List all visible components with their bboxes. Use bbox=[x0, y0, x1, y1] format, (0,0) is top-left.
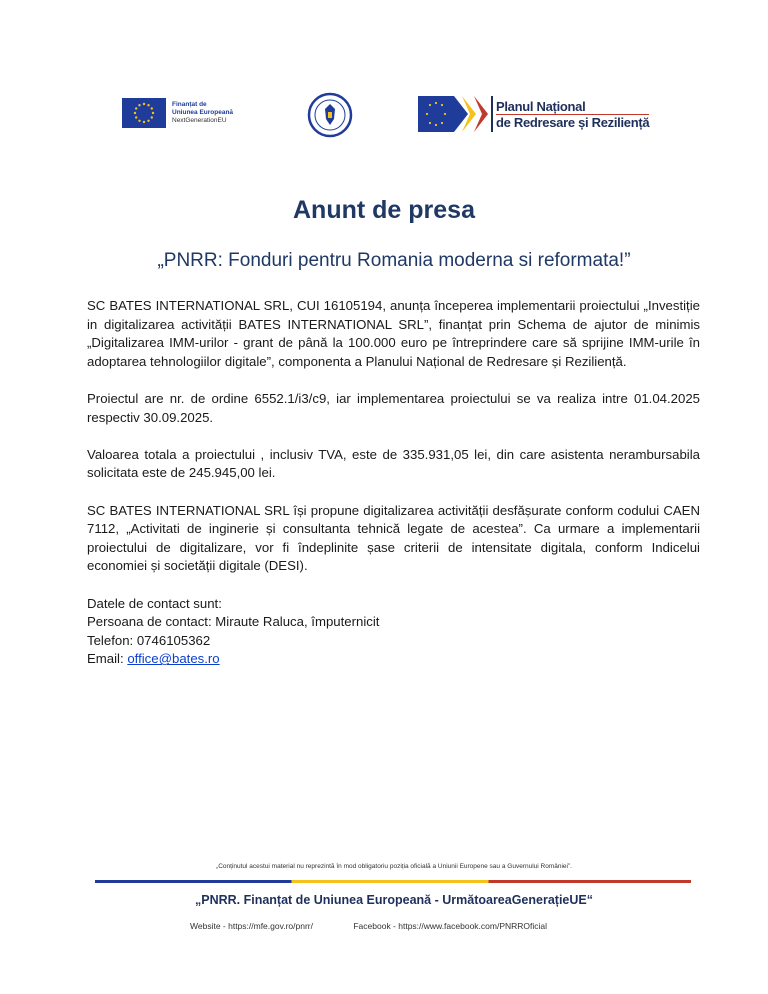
contact-email-link[interactable]: office@bates.ro bbox=[127, 651, 220, 667]
pnrr-logo bbox=[418, 94, 649, 134]
pnrr-logo-text bbox=[496, 99, 649, 130]
eu-logo-line: Finanțat de bbox=[172, 101, 207, 108]
footer-tagline: „PNRR. Finanțat de Uniunea Europeană - UrmătoareaGenerațieUE“ bbox=[194, 893, 593, 907]
page-title: Anunt de presa bbox=[293, 196, 475, 224]
header-logos bbox=[0, 90, 768, 140]
pnrr-logo-line: Planul Național bbox=[496, 98, 586, 114]
pnrr-flag-arrow-icon bbox=[418, 94, 494, 134]
page-subtitle: „PNRR: Fonduri pentru Romania moderna si reformata!” bbox=[157, 250, 631, 271]
contact-heading: Datele de contact sunt: bbox=[87, 595, 222, 611]
eu-logo-text bbox=[172, 101, 233, 125]
eu-logo-line: Uniunea Europeană bbox=[172, 109, 234, 116]
footer-facebook-link[interactable]: Facebook - https://www.facebook.com/PNRROficial bbox=[353, 921, 548, 931]
footer-disclaimer: „Conținutul acestui material nu reprezintă în mod obligatoriu poziția oficială a Uniunii Europene sau a Guvernului României”. bbox=[216, 863, 572, 870]
contact-person: Persoana de contact: Miraute Raluca, împuternicit bbox=[87, 614, 380, 630]
footer-links bbox=[190, 921, 547, 931]
eu-funding-logo bbox=[122, 98, 233, 128]
contact-email-line bbox=[87, 650, 700, 669]
contact-email-label: Email: bbox=[87, 651, 128, 667]
press-release-body bbox=[87, 297, 700, 669]
contact-phone: Telefon: 0746105362 bbox=[87, 632, 211, 648]
footer-website-link[interactable]: Website - https://mfe.gov.ro/pnrr/ bbox=[190, 921, 313, 931]
pnrr-logo-line: de Redresare și Reziliență bbox=[496, 114, 650, 130]
paragraph-project-objective: SC BATES INTERNATIONAL SRL își propune digitalizarea activității desfășurate conform codului CAEN 7112, „Activitati de inginerie și consultanta tehnică legate de acestea”. Ca urmare a implementarii proiectului de digitalizare, vor fi îndeplinite șase criterii de intensitate digitala, conform Indicelui economiei și societății digitale (DESI). bbox=[87, 502, 700, 574]
paragraph-project-announcement: SC BATES INTERNATIONAL SRL, CUI 16105194, anunța începerea implementarii proiectului „Investiție in digitalizarea activității BATES INTERNATIONAL SRL”, finanțat prin Schema de ajutor de minimis „Digitalizarea IMM-urilor - grant de până la 100.000 euro pe întreprindere care să sprijine IMM-urile în adoptarea tehnologiilor digitale”, componenta a Planului Național de Redresare și Reziliență. bbox=[87, 298, 700, 369]
eu-flag-icon bbox=[122, 98, 166, 128]
footer-color-bar bbox=[95, 880, 691, 883]
paragraph-project-number: Proiectul are nr. de ordine 6552.1/i3/c9, iar implementarea proiectului se va realiza intre 01.04.2025 respectiv 30.09.2025. bbox=[87, 390, 700, 425]
eu-logo-line: NextGenerationEU bbox=[172, 117, 227, 124]
romanian-government-seal-icon bbox=[307, 92, 353, 138]
paragraph-project-value: Valoarea totala a proiectului , inclusiv TVA, este de 335.931,05 lei, din care asistenta nerambursabila solicitata este de 245.945,00 lei. bbox=[87, 446, 700, 481]
